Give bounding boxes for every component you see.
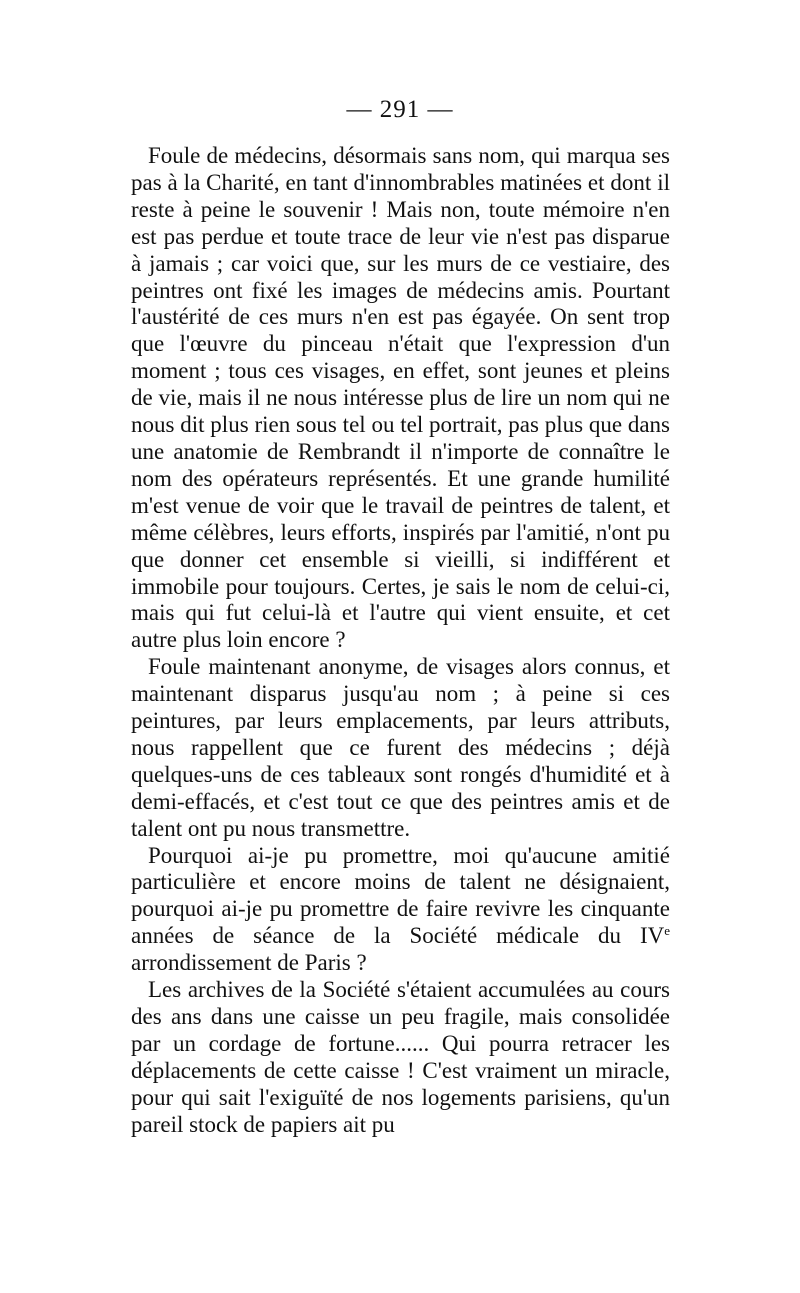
paragraph-4: Les archives de la Société s'étaient accumulées au cours des ans dans une caisse un peu fragile, mais consolidée par un cordage de fortune...... Qui pourra retracer les déplacements de cette caisse ! C'est vraiment un miracle, pour qui sait l'exiguïté de nos logements parisiens, qu'un pareil stock de papiers ait pu [131, 977, 670, 1137]
paragraph-2: Foule maintenant anonyme, de visages alors connus, et maintenant disparus jusqu'au nom ; à peine si ces peintures, par leurs emplacements, par leurs attributs, nous rappellent que ce furent des médecins ; déjà quelques-uns de ces tableaux sont rongés d'humidité et à demi-effacés, et c'est tout ce que des peintres amis et de talent ont pu nous transmettre. [131, 654, 670, 841]
paragraph-3-text-end: arrondissement de Paris ? [131, 950, 367, 976]
page-number: — 291 — [346, 96, 454, 123]
body-text [131, 143, 670, 1139]
paragraph-3 [131, 843, 670, 978]
paragraph-1: Foule de médecins, désormais sans nom, qui marqua ses pas à la Charité, en tant d'innombrables matinées et dont il reste à peine le souvenir ! Mais non, toute mémoire n'en est pas perdue et toute trace de leur vie n'est pas disparue à jamais ; car voici que, sur les murs de ce vestiaire, des peintres ont fixé les images de médecins amis. Pourtant l'austérité de ces murs n'en est pas égayée. On sent trop que l'œuvre du pinceau n'était que l'expression d'un moment ; tous ces visages, en effet, sont jeunes et pleins de vie, mais il ne nous intéresse plus de lire un nom qui ne nous dit plus rien sous tel ou tel portrait, pas plus que dans une anatomie de Rembrandt il n'importe de connaître le nom des opérateurs représentés. Et une grande humilité m'est venue de voir que le travail de peintres de talent, et même célèbres, leurs efforts, inspirés par l'amitié, n'ont pu que donner cet ensemble si vieilli, si indifférent et immobile pour toujours. Certes, je sais le nom de celui-ci, mais qui fut celui-là et l'autre qui vient ensuite, et cet autre plus loin encore ? [131, 143, 670, 653]
ordinal-superscript: e [664, 923, 670, 939]
paragraph-3-text: Pourquoi ai-je pu promettre, moi qu'aucune amitié particulière et encore moins de talent ne désignaient, pourquoi ai-je pu promettre de faire revivre les cinquante années de séance de la Société médicale du IV [131, 842, 670, 949]
